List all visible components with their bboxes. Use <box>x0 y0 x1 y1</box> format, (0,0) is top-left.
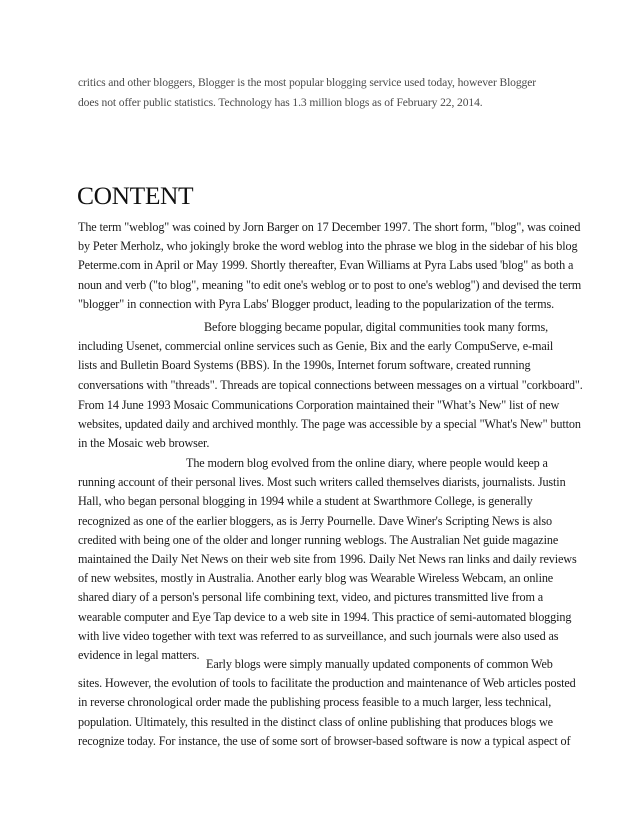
paragraph-line: including Usenet, commercial online services such as Genie, Bix and the early CompuServe, e-mail <box>78 339 554 354</box>
paragraph-line: Peterme.com in April or May 1999. Shortly thereafter, Evan Williams at Pyra Labs used 'blog" as both a <box>78 258 574 273</box>
paragraph-term-origin <box>78 218 582 314</box>
paragraph-line: evidence in legal matters. <box>78 648 200 663</box>
paragraph-line: of new websites, mostly in Australia. Another early blog was Wearable Wireless Webcam, an online <box>78 571 554 586</box>
paragraph-line: recognize today. For instance, the use of some sort of browser-based software is now a typical aspect of <box>78 733 571 748</box>
paragraph-early-blogs <box>78 655 576 751</box>
paragraph-line: conversations with "threads". Threads are topical connections between messages on a virtual "corkboard". <box>78 377 583 392</box>
intro-line: critics and other bloggers, Blogger is the most popular blogging service used today, however Blogger <box>78 76 536 89</box>
paragraph-line: running account of their personal lives. Most such writers called themselves diarists, journalists. Justin <box>78 475 566 490</box>
paragraph-line: lists and Bulletin Board Systems (BBS). In the 1990s, Internet forum software, created running <box>78 358 531 373</box>
paragraph-line: maintained the Daily Net News on their web site from 1996. Daily Net News ran links and daily reviews <box>78 552 577 567</box>
paragraph-line: "blogger" in connection with Pyra Labs' Blogger product, leading to the popularization of the terms. <box>78 296 555 311</box>
paragraph-line: The modern blog evolved from the online diary, where people would keep a <box>186 456 548 470</box>
paragraph-modern-blog <box>78 454 577 665</box>
paragraph-line: in reverse chronological order made the publishing process feasible to a much larger, less technical, <box>78 695 552 710</box>
paragraph-line: credited with being one of the older and longer running weblogs. The Australian Net guide magazine <box>78 532 559 547</box>
paragraph-line: Early blogs were simply manually updated components of common Web <box>206 657 553 671</box>
section-heading: CONTENT <box>77 181 194 210</box>
paragraph-line: shared diary of a person's personal life combining text, video, and pictures transmitted live from a <box>78 590 544 605</box>
paragraph-line: sites. However, the evolution of tools to facilitate the production and maintenance of Web articles posted <box>78 676 576 691</box>
paragraph-line: websites, updated daily and archived monthly. The page was accessible by a special "What's New" button <box>78 417 581 432</box>
paragraph-line: population. Ultimately, this resulted in the distinct class of online publishing that produces blogs we <box>78 714 553 729</box>
paragraph-line: From 14 June 1993 Mosaic Communications Corporation maintained their "What’s New" list of new <box>78 398 560 412</box>
paragraph-line: The term "weblog" was coined by Jorn Barger on 17 December 1997. The short form, "blog", was coined <box>78 220 581 234</box>
paragraph-before-blogging <box>78 318 583 395</box>
paragraph-line: by Peter Merholz, who jokingly broke the word weblog into the phrase we blog in the sidebar of his blog <box>78 239 578 254</box>
paragraph-line: in the Mosaic web browser. <box>78 436 210 451</box>
intro-paragraph <box>78 73 563 113</box>
intro-line: does not offer public statistics. Technology has 1.3 million blogs as of February 22, 2014. <box>78 96 483 109</box>
paragraph-line: noun and verb ("to blog", meaning "to edit one's weblog or to post to one's weblog") and devised the term <box>78 277 582 292</box>
paragraph-line: with live video together with text was referred to as surveillance, and such journals were also used as <box>78 628 559 643</box>
paragraph-line: Hall, who began personal blogging in 1994 while a student at Swarthmore College, is generally <box>78 494 533 509</box>
paragraph-line: wearable computer and Eye Tap device to a web site in 1994. This practice of semi-automated blogging <box>78 609 572 624</box>
paragraph-line: recognized as one of the earlier bloggers, as is Jerry Pournelle. Dave Winer's Scripting News is also <box>78 513 553 528</box>
paragraph-line: Before blogging became popular, digital communities took many forms, <box>204 320 549 334</box>
paragraph-mosaic <box>78 396 581 454</box>
